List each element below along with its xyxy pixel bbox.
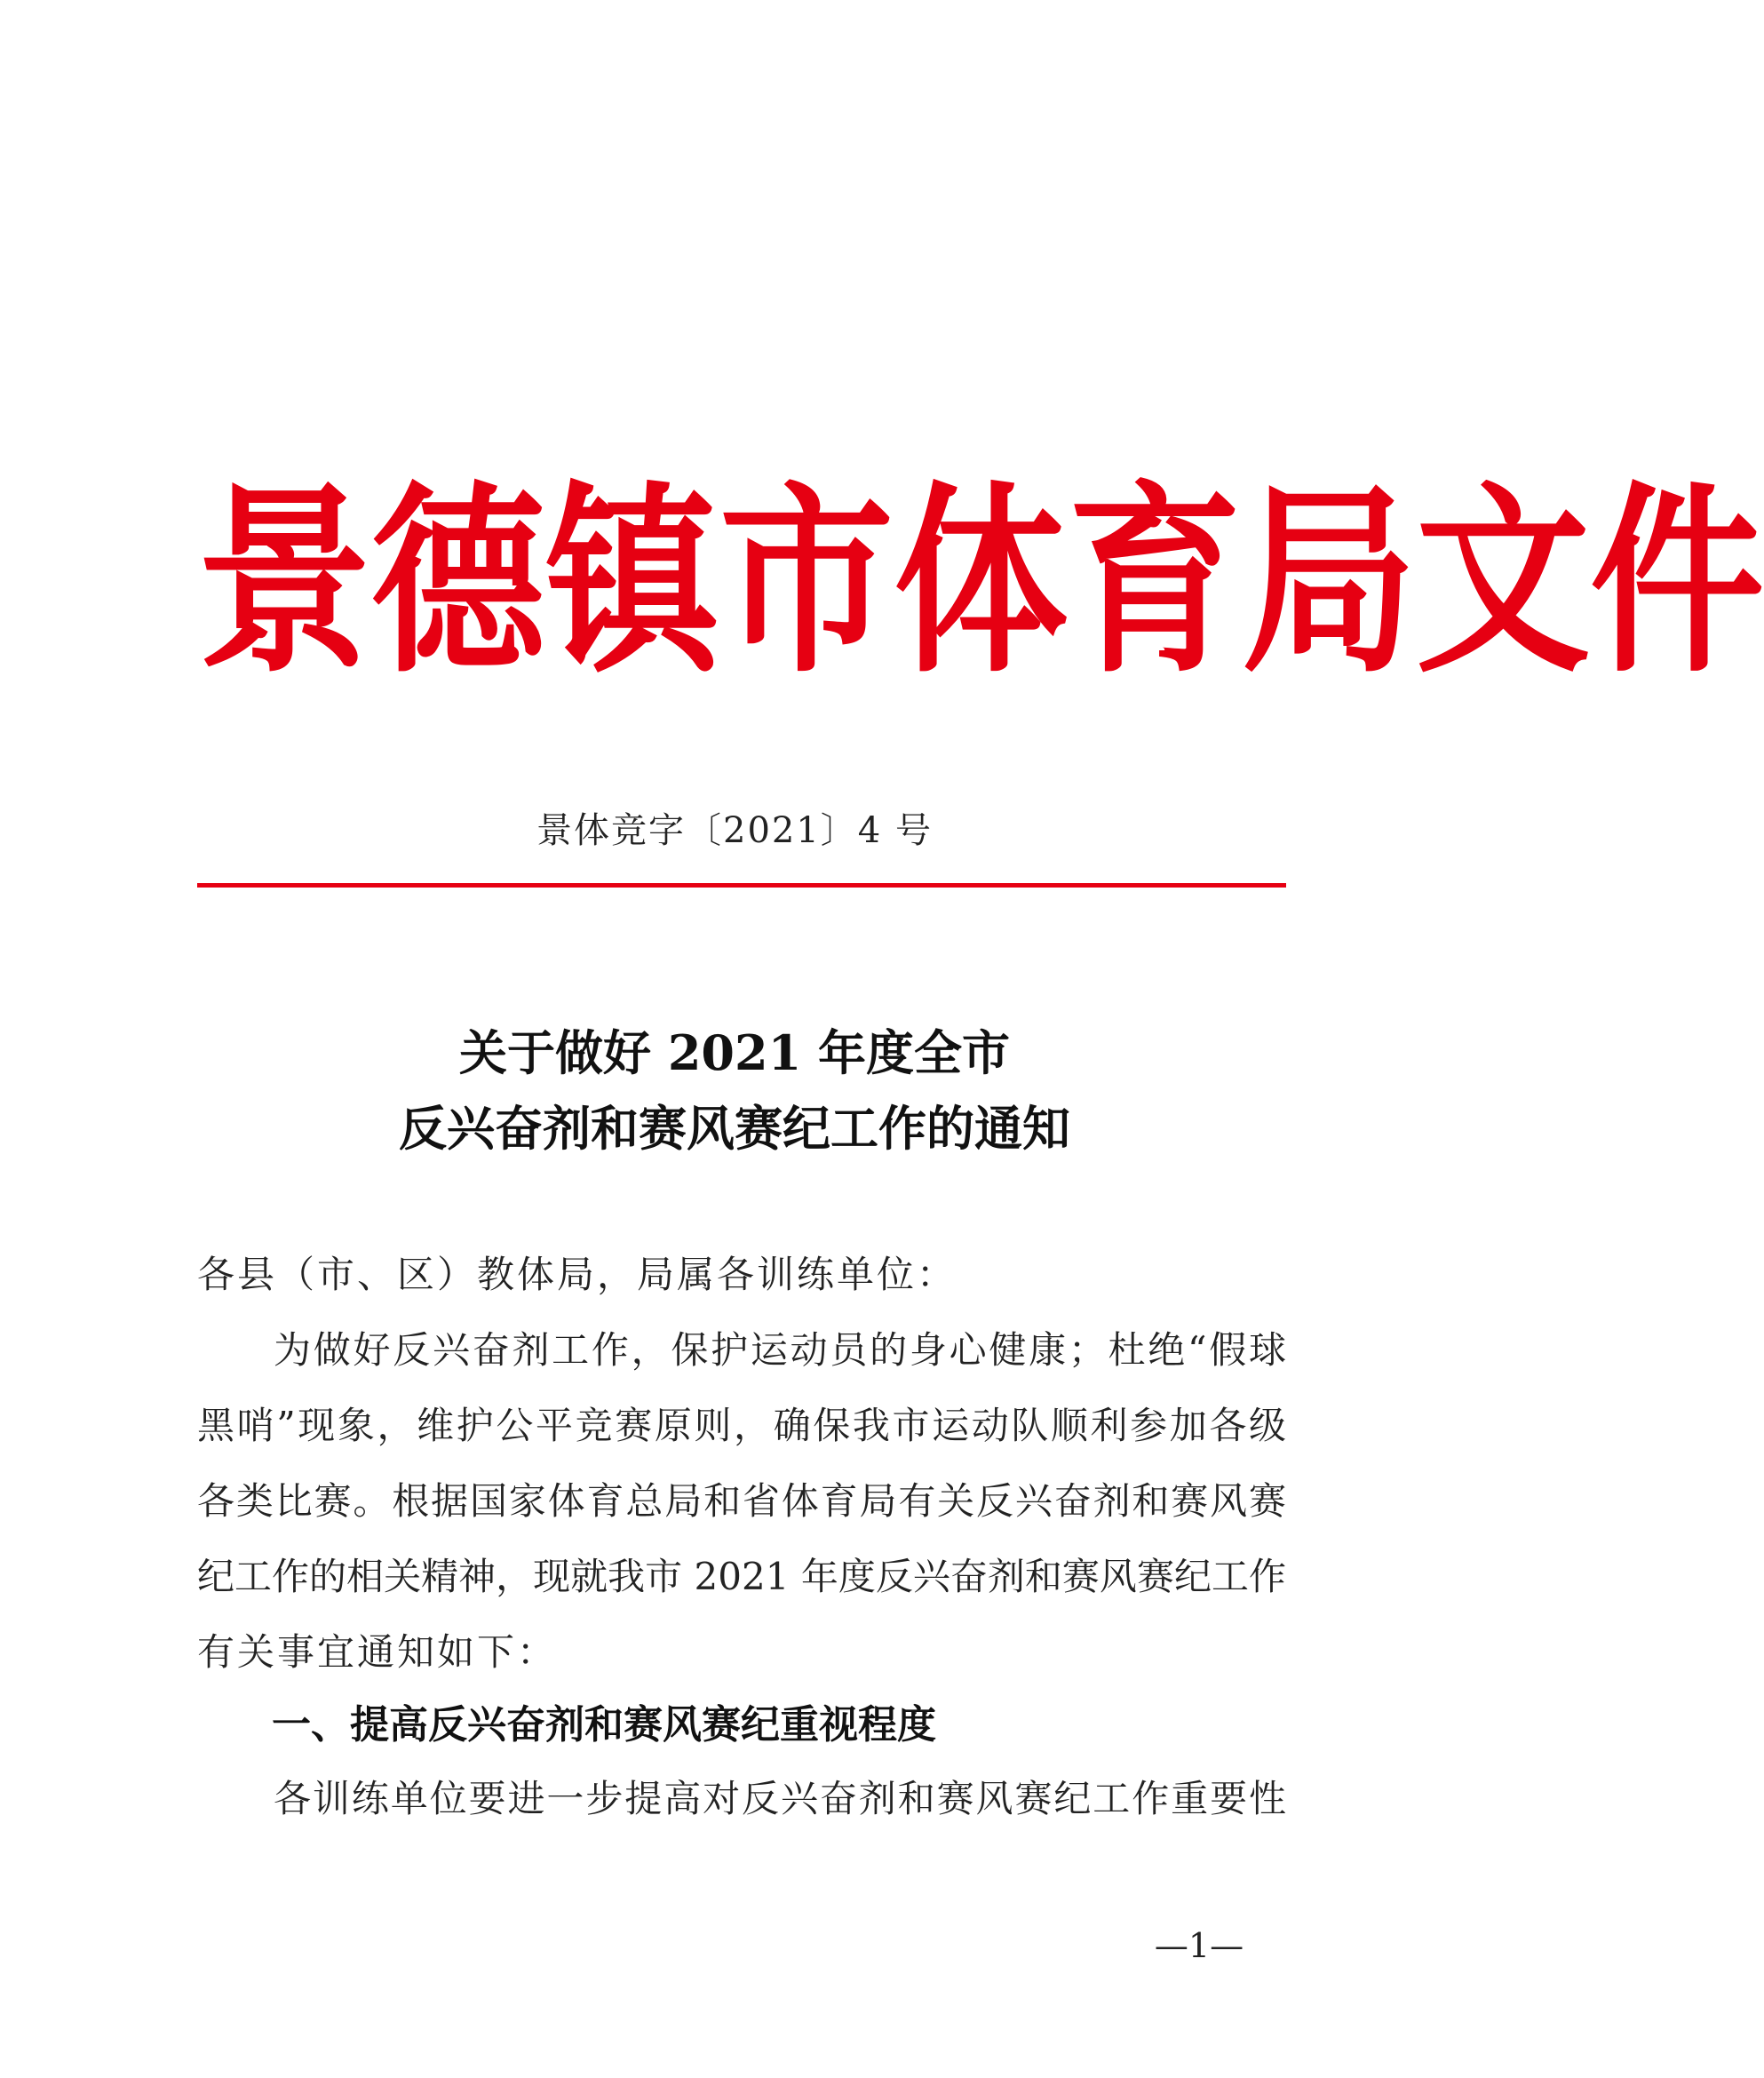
paragraph-line: 有关事宜通知如下： [197, 1630, 558, 1674]
document-number: 景体竞字〔2021〕4 号 [536, 810, 933, 851]
masthead-char: 局 [1242, 463, 1417, 701]
masthead-char: 镇 [545, 463, 720, 701]
masthead-char: 德 [371, 463, 546, 701]
page-number: —1— [1154, 1926, 1244, 1965]
document-title-line-1: 关于做好 2021 年度全市 [459, 1024, 1010, 1081]
masthead [197, 463, 1764, 701]
paragraph-line: 各训练单位要进一步提高对反兴奋剂和赛风赛纪工作重要性 [274, 1777, 1286, 1820]
salutation: 各县（市、区）教体局，局属各训练单位： [197, 1253, 957, 1296]
masthead-char: 体 [894, 463, 1069, 701]
paragraph-line: 为做好反兴奋剂工作，保护运动员的身心健康；杜绝“假球 [274, 1328, 1286, 1372]
masthead-char: 景 [197, 463, 372, 701]
paragraph-line: 纪工作的相关精神，现就我市 2021 年度反兴奋剂和赛风赛纪工作 [197, 1555, 1286, 1598]
masthead-char: 市 [719, 463, 894, 701]
paragraph-line: 各类比赛。根据国家体育总局和省体育局有关反兴奋剂和赛风赛 [197, 1479, 1286, 1523]
red-divider-rule [197, 883, 1286, 888]
document-title-line-2: 反兴奋剂和赛风赛纪工作的通知 [399, 1100, 1070, 1157]
masthead-char: 育 [1068, 463, 1243, 701]
paragraph-line: 黑哨”现象，维护公平竞赛原则，确保我市运动队顺利参加各级 [197, 1404, 1286, 1447]
masthead-char: 文 [1416, 463, 1591, 701]
section-heading: 一、提高反兴奋剂和赛风赛纪重视程度 [272, 1702, 936, 1748]
masthead-char: 件 [1590, 463, 1764, 701]
